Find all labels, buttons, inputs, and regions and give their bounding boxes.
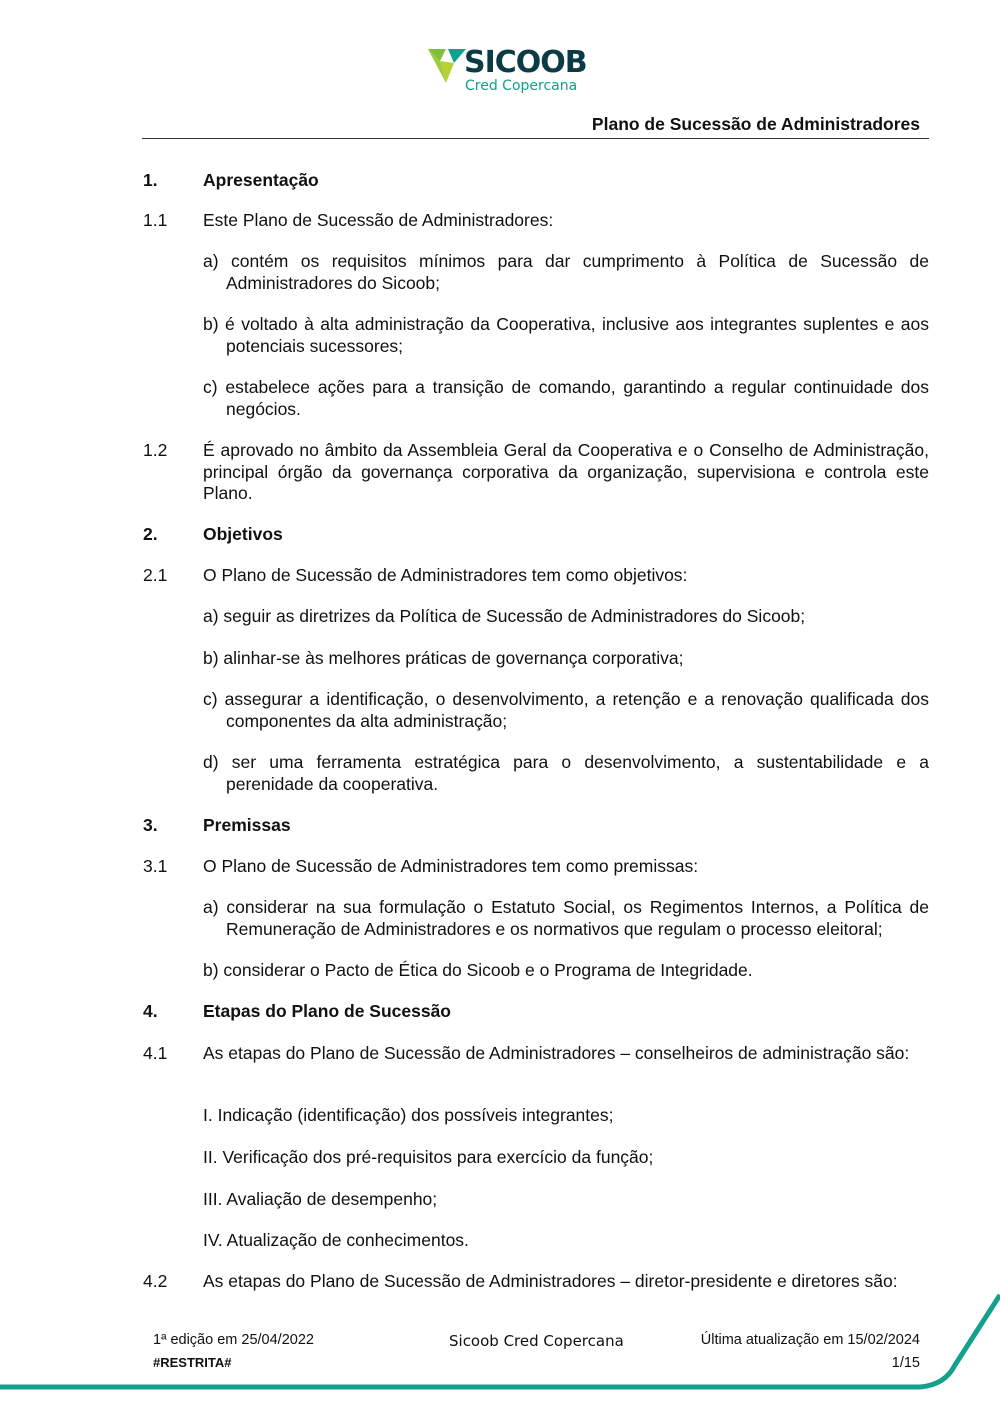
list-item: d) ser uma ferramenta estratégica para o desenvolvimento, a sustentabilidade e a perenidade da cooperativa. [203,752,929,794]
section-heading: Etapas do Plano de Sucessão [203,1001,451,1021]
footer-organization: Sicoob Cred Copercana [449,1332,624,1350]
list-item: b) alinhar-se às melhores práticas de governança corporativa; [203,648,684,668]
paragraph: As etapas do Plano de Sucessão de Administradores – diretor-presidente e diretores são: [203,1271,898,1291]
section-number: 1.2 [143,440,168,460]
footer-updated: Última atualização em 15/02/2024 [700,1332,920,1348]
section-number: 4.2 [143,1271,168,1291]
list-item: II. Verificação dos pré-requisitos para exercício da função; [203,1147,654,1167]
section-heading: Objetivos [203,524,283,544]
list-item: III. Avaliação de desempenho; [203,1189,438,1209]
list-item: b) considerar o Pacto de Ética do Sicoob e o Programa de Integridade. [203,960,753,980]
header-divider [142,138,929,139]
list-item: a) considerar na sua formulação o Estatuto Social, os Regimentos Internos, a Política de Remuneração de Administradores e os normativos que regulam o processo eleitoral; [203,897,929,939]
sicoob-logo [428,45,587,94]
list-item: b) é voltado à alta administração da Cooperativa, inclusive aos integrantes suplentes e aos potenciais sucessores; [203,314,929,356]
section-heading: Apresentação [203,170,319,190]
logo-subtitle: Cred Copercana [465,78,578,94]
sicoob-logo-icon [428,47,468,85]
section-number: 3.1 [143,856,168,876]
section-number: 2.1 [143,565,168,585]
list-item: c) assegurar a identificação, o desenvolvimento, a retenção e a renovação qualificada dos componentes da alta administração; [203,689,929,731]
section-number: 4.1 [143,1043,168,1063]
section-number: 2. [143,524,158,544]
section-number: 1. [143,170,158,190]
section-number: 4. [143,1001,158,1021]
list-item: a) contém os requisitos mínimos para dar cumprimento à Política de Sucessão de Administradores do Sicoob; [203,251,929,293]
paragraph: O Plano de Sucessão de Administradores tem como objetivos: [203,565,688,585]
paragraph: É aprovado no âmbito da Assembleia Geral da Cooperativa e o Conselho de Administração, principal órgão da governança corporativa da organização, supervisiona e controla este Plano. [203,440,929,503]
page-number: 1/15 [891,1355,920,1371]
list-item: IV. Atualização de conhecimentos. [203,1230,469,1250]
footer-classification: #RESTRITA# [153,1355,232,1370]
document-title: Plano de Sucessão de Administradores [591,114,920,134]
section-heading: Premissas [203,815,291,835]
list-item: a) seguir as diretrizes da Política de Sucessão de Administradores do Sicoob; [203,606,806,626]
footer-decoration [0,1290,1000,1400]
list-item: c) estabelece ações para a transição de comando, garantindo a regular continuidade dos negócios. [203,377,929,419]
section-number: 3. [143,815,158,835]
paragraph: O Plano de Sucessão de Administradores tem como premissas: [203,856,699,876]
paragraph: Este Plano de Sucessão de Administradores: [203,210,554,230]
footer-edition: 1ª edição em 25/04/2022 [153,1332,314,1348]
section-number: 1.1 [143,210,168,230]
logo-brand: SICOOB [464,45,587,80]
paragraph: As etapas do Plano de Sucessão de Administradores – conselheiros de administração são: [203,1043,910,1063]
list-item: I. Indicação (identificação) dos possíveis integrantes; [203,1105,614,1125]
